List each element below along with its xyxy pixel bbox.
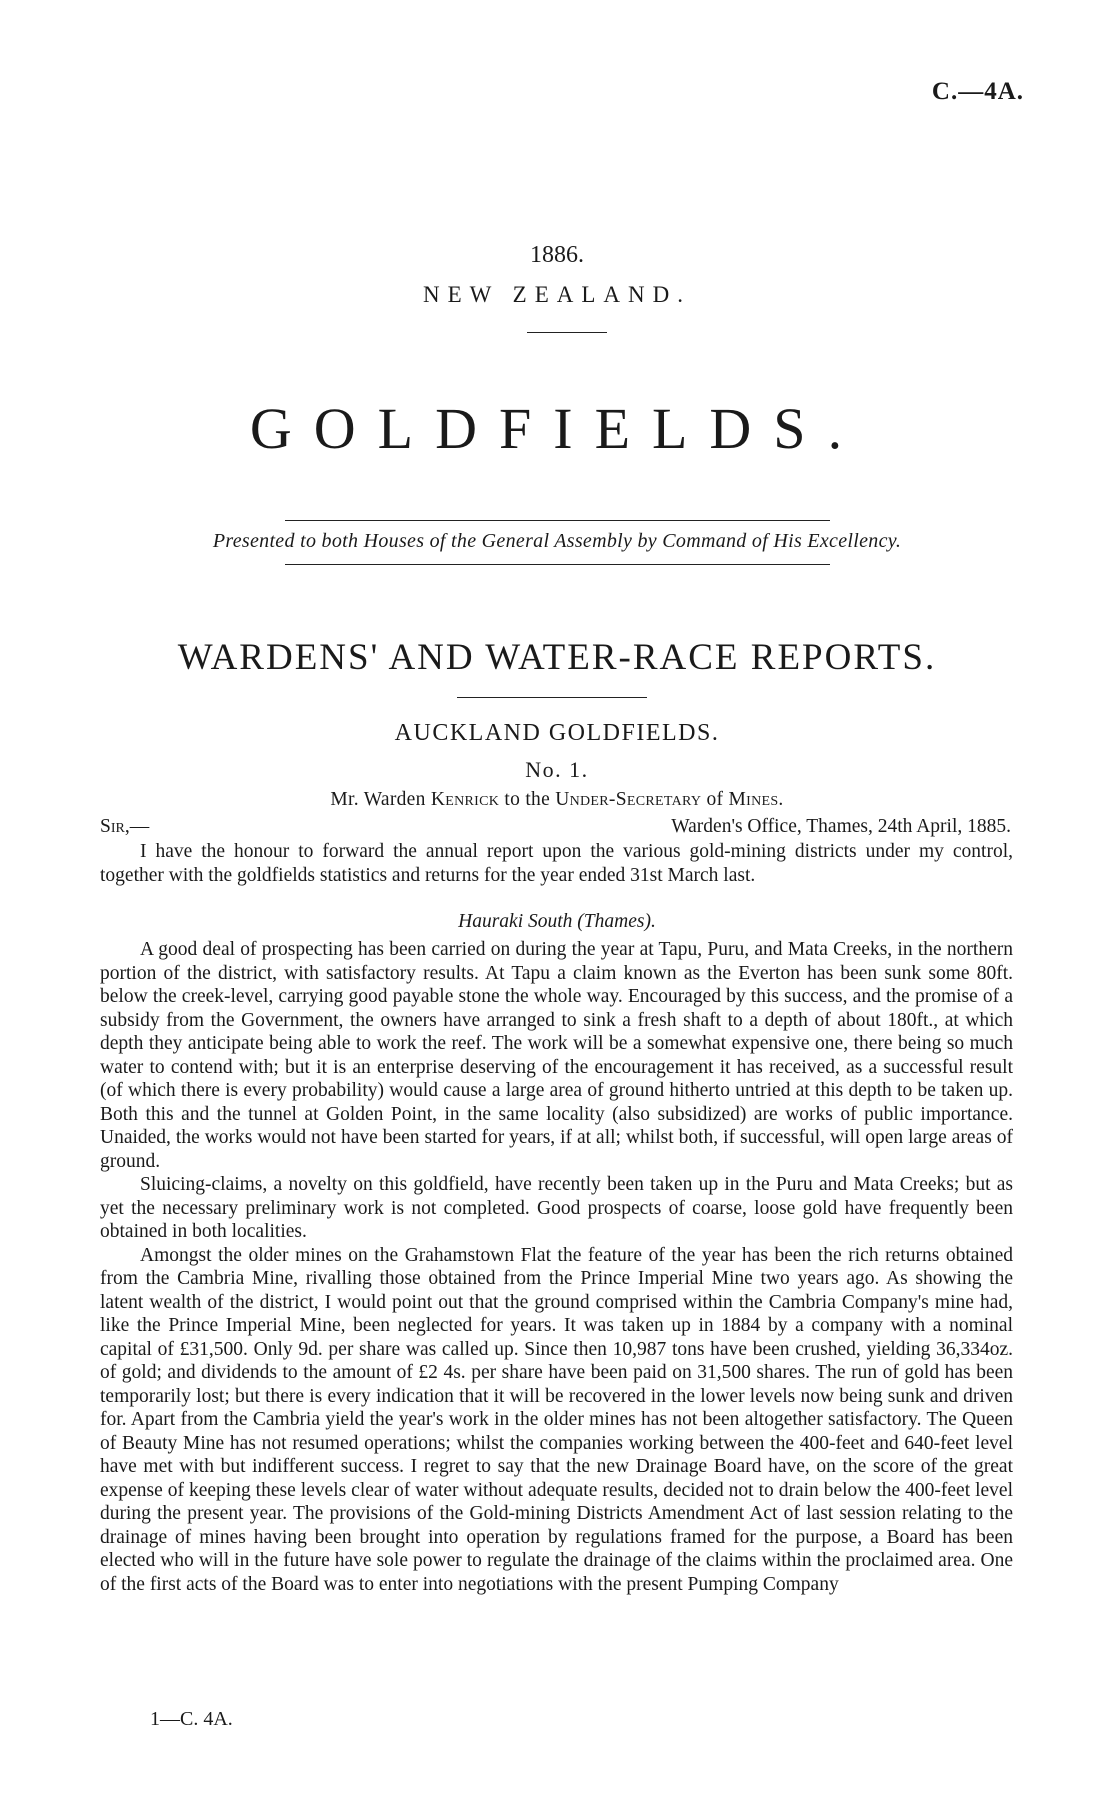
- addressee-prefix: Mr. Warden: [330, 789, 426, 810]
- divider: [285, 564, 830, 565]
- presented-line: Presented to both Houses of the General Assembly by Command of His Excellency.: [212, 530, 902, 552]
- page-reference: C.—4A.: [931, 78, 1024, 105]
- addressee-name: Kenrick: [430, 789, 500, 810]
- addressee-of: of: [706, 789, 724, 810]
- report-number: No. 1.: [525, 757, 589, 782]
- divider: [457, 697, 647, 698]
- addressee-dept: Mines.: [728, 789, 784, 810]
- document-title: GOLDFIELDS.: [249, 396, 865, 461]
- year: 1886.: [530, 242, 584, 268]
- place-date: Warden's Office, Thames, 24th April, 1885.: [671, 816, 1011, 837]
- salutation: Sir,—: [100, 816, 150, 837]
- addressee-recipient: Under-Secretary: [555, 789, 702, 810]
- footer-reference: 1—C. 4A.: [150, 1708, 233, 1730]
- country: NEW ZEALAND.: [422, 282, 692, 307]
- intro-text: I have the honour to forward the annual report upon the various gold-mining districts under my control, together with the goldfields statistics and returns for the year ended 31st March last.: [100, 841, 1013, 886]
- paragraph-2: Sluicing-claims, a novelty on this goldfield, have recently been taken up in the Puru and Mata Creeks; but as yet the necessary preliminary work is not completed. Good prospects of coarse, loose gold have frequently been obtained in both localities.: [100, 1174, 1013, 1242]
- paragraph-3: Amongst the older mines on the Grahamstown Flat the feature of the year has been the rich returns obtained from the Cambria Mine, rivalling those obtained from the Prince Imperial Mine two years ago. As showing the latent wealth of the district, I would point out that the ground comprised within the Cambria Company's mine had, like the Prince Imperial Mine, been neglected for years. It was taken up in 1884 by a company with a nominal capital of £31,500. Only 9d. per share was called up. Since then 10,987 tons have been crushed, yielding 36,334oz. of gold; and dividends to the amount of £2 4s. per share have been paid on 31,500 shares. The run of gold has been temporarily lost; but there is every indication that it will be recovered in the lower levels now being sunk and driven for. Apart from the Cambria yield the year's work in the older mines has not been altogether satisfactory. The Queen of Beauty Mine has not resumed operations; whilst the companies working between the 400-feet and 640-feet level have met with but indifferent success. I regret to say that the new Drainage Board have, on the score of the great expense of keeping these levels clear of water without adequate results, decided not to drain below the 400-feet level during the present year. The provisions of the Gold-mining Districts Amendment Act of last session relating to the drainage of mines having been brought into operation by regulations framed for the purpose, a Board has been elected who will in the future have sole power to regulate the drainage of the claims within the proclaimed area. One of the first acts of the Board was to enter into negotiations with the present Pumping Company: [100, 1244, 1013, 1595]
- intro-paragraph: [100, 840, 1013, 887]
- section-heading: AUCKLAND GOLDFIELDS.: [394, 720, 720, 746]
- subheading: Hauraki South (Thames).: [458, 911, 656, 932]
- divider: [285, 520, 830, 521]
- report-heading: WARDENS' AND WATER-RACE REPORTS.: [177, 637, 937, 678]
- addressee-line: [0, 789, 1114, 811]
- paragraph-1: A good deal of prospecting has been carried on during the year at Tapu, Puru, and Mata Creeks, in the northern portion of the district, with satisfactory results. At Tapu a claim known as the Everton has been sunk some 80ft. below the creek-level, carrying good payable stone the whole way. Encouraged by this success, and the promise of a subsidy from the Government, the owners have arranged to sink a fresh shaft to a depth of about 180ft., at which depth they anticipate being able to work the reef. The work will be a somewhat expensive one, there being so much water to contend with; but it is an enterprise deserving of the encouragement it has received, as a successful result (of which there is every probability) would cause a large area of ground hitherto untried at this depth to be taken up. Both this and the tunnel at Golden Point, in the same locality (also subsidized) are works of public importance. Unaided, the works would not have been started for years, if at all; whilst both, if successful, will open large areas of ground.: [100, 939, 1013, 1172]
- addressee-to: to the: [504, 789, 551, 810]
- report-body: [100, 938, 1013, 1596]
- divider: [527, 332, 607, 333]
